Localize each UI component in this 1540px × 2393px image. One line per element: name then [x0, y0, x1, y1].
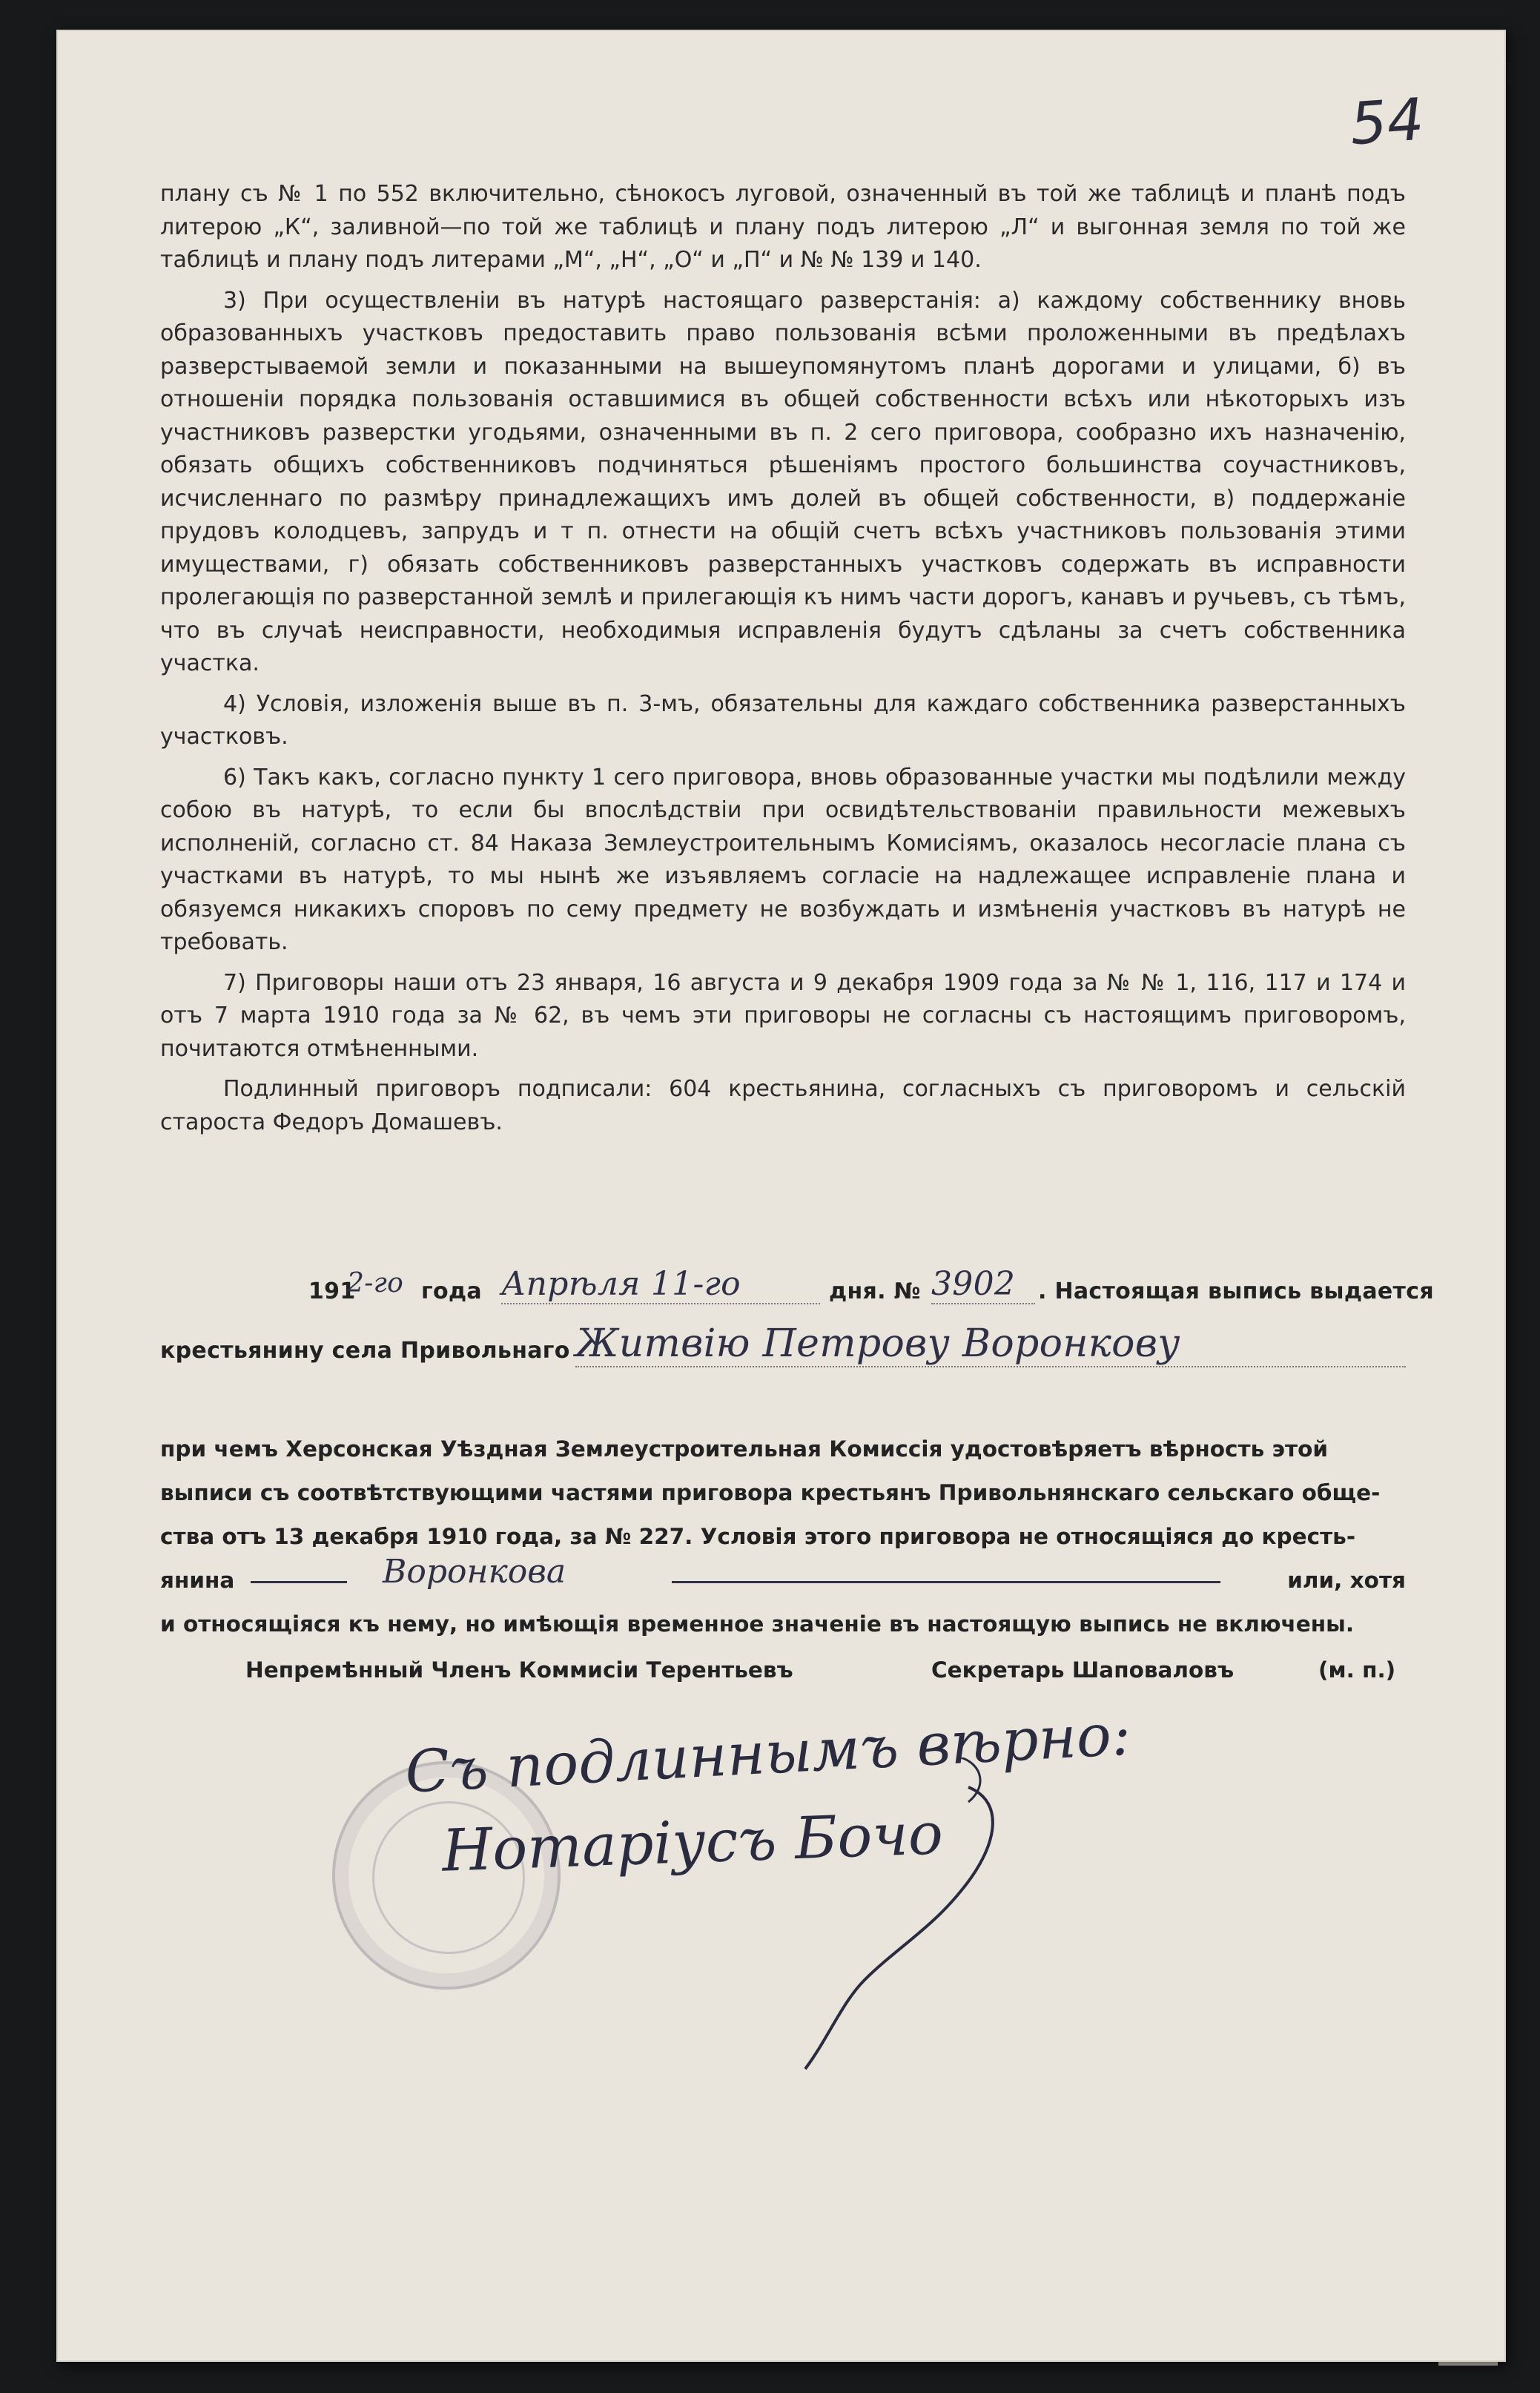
- document-page: [56, 30, 1506, 2362]
- page-number: 54: [1347, 86, 1427, 159]
- year-printed: 191: [308, 1278, 356, 1304]
- cert-line-5: и относящіяся къ нему, но имѣющія временное значеніе въ настоящую выпись не включены.: [160, 1611, 1355, 1637]
- paragraph-signatories: Подлинный приговоръ подписали: 604 крестьянина, согласныхъ съ приговоромъ и сельскій староста Федоръ Домашевъ.: [160, 1076, 1406, 1135]
- cert-line-2: выписи съ соотвѣтствующими частями приговора крестьянъ Привольнянскаго сельскаго обще-: [160, 1480, 1381, 1505]
- dash-line-right: [672, 1581, 1220, 1583]
- cert-line-4-suffix: или, хотя: [1287, 1568, 1406, 1593]
- cert-line-1: при чемъ Херсонская Уѣздная Землеустроительная Комиссія удостовѣряетъ вѣрность этой: [160, 1436, 1329, 1462]
- secretary-signature: Секретарь Шаповаловъ: [931, 1657, 1235, 1683]
- paragraph-4: 4) Условія, изложенія выше въ п. 3-мъ, обязательны для каждаго собственника разверстанныхъ участковъ.: [160, 690, 1406, 750]
- cert-line-4: [160, 1553, 1406, 1603]
- decree-body: [160, 178, 1406, 1146]
- issue-date-row: [160, 1265, 1434, 1321]
- paragraph-7: 7) Приговоры наши отъ 23 января, 16 августа и 9 декабря 1909 года за № № 1, 116, 117 и 174 и отъ 7 марта 1910 года за № 62, въ чемъ эти приговоры не согласны съ настоящимъ приговоромъ, почитаются отмѣненными.: [160, 969, 1406, 1062]
- year-handwritten: 2-го: [347, 1268, 404, 1298]
- year-word: года: [421, 1278, 482, 1304]
- date-handwritten: Апрѣля 11-го: [501, 1265, 820, 1304]
- attestation-line-1: Съ подлиннымъ вѣрно:: [403, 1701, 1133, 1806]
- number-handwritten: 3902: [931, 1265, 1035, 1304]
- signers-row: [160, 1657, 1406, 1694]
- signature-flourish: [783, 1757, 1050, 2084]
- cert-line-4-prefix: янина: [160, 1568, 235, 1593]
- cert-line-4-handwritten: Воронкова: [383, 1553, 566, 1591]
- cert-line-3: ства отъ 13 декабря 1910 года, за № 227. Условія этого приговора не относящіяся до кресть-: [160, 1524, 1356, 1549]
- issue-text: . Настоящая выпись выдается: [1038, 1278, 1434, 1304]
- paragraph-3: 3) При осуществленіи въ натурѣ настоящаго разверстанія: а) каждому собственнику вновь образованныхъ участковъ предоставить право пользованія всѣми проложенными въ предѣлахъ разверстываемой земли и показанными на вышеупомянутомъ планѣ дорогами и улицами, б) въ отношеніи порядка пользованія оставшимися въ общей собственности всѣхъ или нѣкоторыхъ изъ участниковъ разверстки угодьями, означенными въ п. 2 сего приговора, сообразно ихъ назначенію, обязать общихъ собственниковъ подчиняться рѣшеніямъ простого большинства соучастниковъ, исчисленнаго по размѣру принадлежащихъ имъ долей въ общей собственности, в) поддержаніе прудовъ колодцевъ, запрудъ и т п. отнести на общій счетъ всѣхъ участниковъ пользованія этими имуществами, г) обязать собственниковъ разверстанныхъ участковъ содержать въ исправности пролегающія по разверстанной землѣ и прилегающія къ нимъ части дорогъ, канавъ и ручьевъ, съ тѣмъ, что въ случаѣ неисправности, необходимыя исправленія будутъ сдѣланы за счетъ собственника участка.: [160, 287, 1406, 676]
- recipient-handwritten: Житвію Петрову Воронкову: [575, 1321, 1406, 1367]
- paragraph-continuation: плану съ № 1 по 552 включительно, сѣнокосъ луговой, означенный въ той же таблицѣ и планѣ подъ литерою „К“, заливной—по той же таблицѣ и плану подъ литерою „Л“ и выгонная земля по той же таблицѣ и плану подъ литерами „М“, „Н“, „О“ и „П“ и № № 139 и 140.: [160, 181, 1406, 273]
- issue-block: [160, 1265, 1434, 1375]
- day-number-label: дня. №: [829, 1278, 921, 1304]
- certification-block: [160, 1427, 1406, 1646]
- attestation-line-2: Нотаріусъ Бочо: [440, 1800, 945, 1885]
- paragraph-6: 6) Такъ какъ, согласно пункту 1 сего приговора, вновь образованные участки мы подѣлили между собою въ натурѣ, то если бы впослѣдствіи при освидѣтельствованіи правильности межевыхъ исполненій, согласно ст. 84 Наказа Землеустроительнымъ Комисіямъ, оказалось несогласіе плана съ участками въ натурѣ, то мы нынѣ же изъявляемъ согласіе на надлежащее исправленіе плана и обязуемся никакихъ споровъ по сему предмету не возбуждать и измѣненія участковъ въ натурѣ не требовать.: [160, 764, 1406, 955]
- seal-mark: (м. п.): [1318, 1657, 1396, 1683]
- dash-line-left: [251, 1581, 347, 1583]
- member-signature: Непремѣнный Членъ Коммисіи Терентьевъ: [245, 1657, 793, 1683]
- recipient-prefix: крестьянину села Привольнаго: [160, 1338, 570, 1364]
- recipient-row: [160, 1321, 1406, 1375]
